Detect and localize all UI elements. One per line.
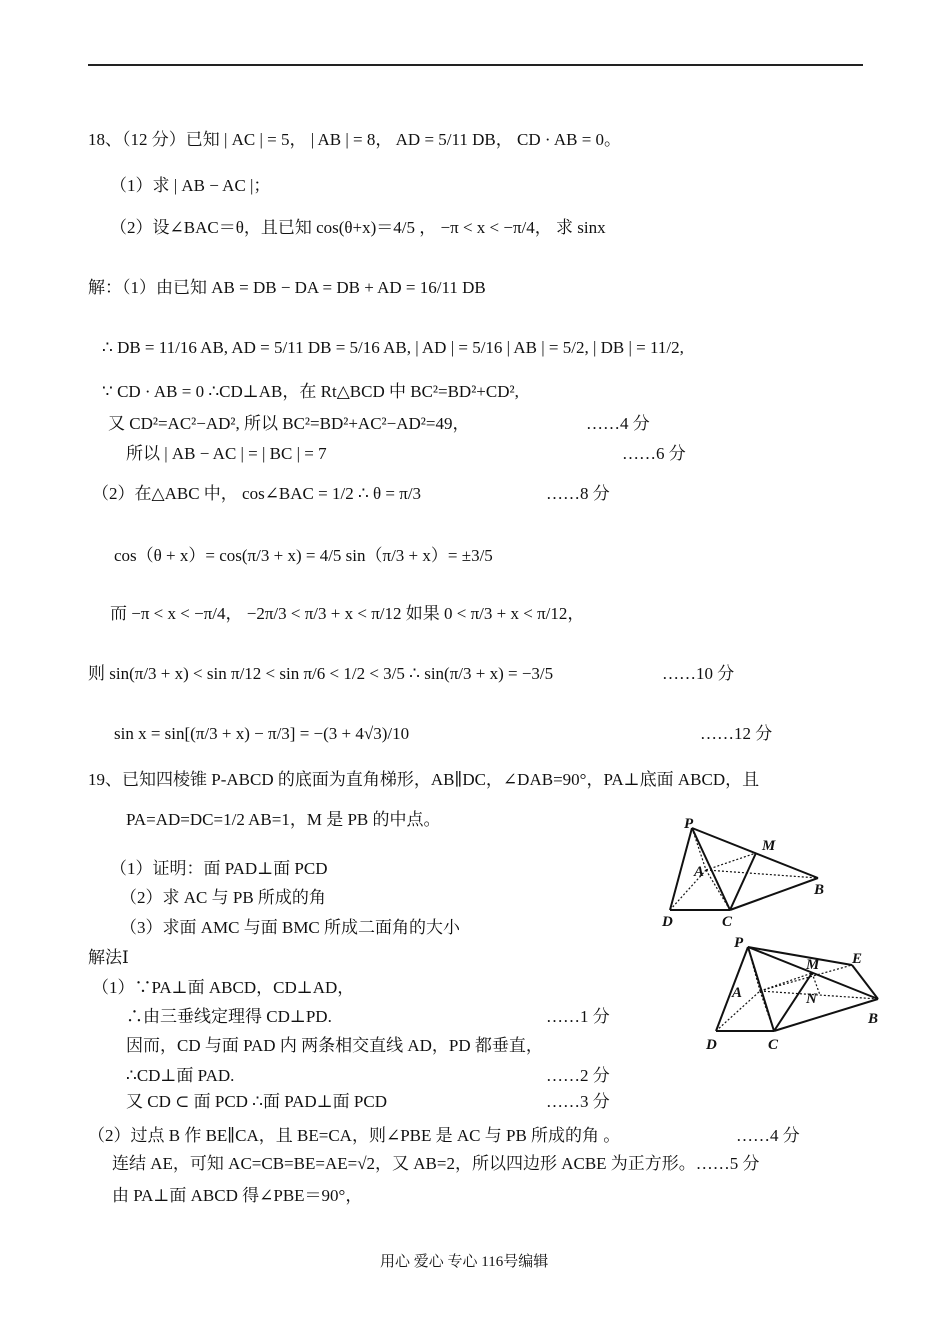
fig1-label-c: C [722,914,733,928]
text-line: 又 CD²=AC²−AD², 所以 BC²=BD²+AC²−AD²=49， [108,414,470,433]
fig1-label-p: P [684,818,694,832]
text-line: cos（θ + x）= cos(π/3 + x) = 4/5 sin（π/3 + x）= ±3/5 [114,546,493,565]
fig2-label-a: A [732,985,743,1001]
text-line: ……12 分 [700,724,773,743]
text-line: ……8 分 [546,484,610,503]
text-line: （2）求 AC 与 PB 所成的角 [120,888,326,907]
fig2-label-e: E [852,951,863,967]
text-line: （2）设∠BAC＝θ，且已知 cos(θ+x)＝4/5 ， −π < x < −π/4， 求 sinx [110,218,606,237]
text-line: 连结 AE，可知 AC=CB=BE=AE=√2，又 AB=2，所以四边形 ACBE 为正方形。……5 分 [112,1154,760,1173]
text-line: （2）在△ABC 中， cos∠BAC = 1/2 ∴ θ = π/3 [92,484,422,503]
fig2-label-m: M [806,957,820,973]
text-line: ……3 分 [546,1092,610,1111]
text-line: PA=AD=DC=1/2 AB=1，M 是 PB 的中点。 [126,810,441,829]
fig1-label-b: B [814,882,825,898]
text-line: 因而，CD 与面 PAD 内 两条相交直线 AD，PD 都垂直， [126,1036,543,1055]
fig2-label-n: N [806,991,817,1007]
fig2-label-d: D [706,1037,717,1053]
fig1-label-d: D [662,914,673,928]
text-line: （3）求面 AMC 与面 BMC 所成二面角的大小 [120,918,461,937]
text-line: 所以 | AB − AC | = | BC | = 7 [126,444,327,463]
fig2-label-b: B [868,1011,879,1027]
text-line: 而 −π < x < −π/4， −2π/3 < π/3 + x < π/12 如果 0 < π/3 + x < π/12， [110,604,585,623]
header-rule [88,64,863,66]
text-line: 由 PA⊥面 ABCD 得∠PBE＝90°， [112,1186,363,1205]
text-line: 19、已知四棱锥 P-ABCD 的底面为直角梯形，AB∥DC，∠DAB=90°，PA⊥底面 ABCD，且 [88,770,760,789]
text-line: sin x = sin[(π/3 + x) − π/3] = −(3 + 4√3)/10 [114,724,410,743]
fig1-label-a: A [694,864,705,880]
pyramid-figure-2 [702,935,892,1055]
text-line: ……4 分 [736,1126,800,1145]
fig2-label-p: P [734,935,744,951]
fig1-label-m: M [762,838,776,854]
text-line: 则 sin(π/3 + x) < sin π/12 < sin π/6 < 1/2 < 3/5 ∴ sin(π/3 + x) = −3/5 [88,664,554,683]
text-line: （1）∵PA⊥面 ABCD，CD⊥AD， [92,978,355,997]
text-line: ……4 分 [586,414,650,433]
text-line: ……1 分 [546,1007,610,1026]
text-line: ∵ CD · AB = 0 ∴CD⊥AB，在 Rt△BCD 中 BC²=BD²+CD², [102,382,519,401]
text-line: ∴由三垂线定理得 CD⊥PD. [126,1007,332,1026]
text-line: ∴CD⊥面 PAD. [126,1066,235,1085]
text-line: （1）证明：面 PAD⊥面 PCD [110,859,328,878]
text-line: 解法Ⅰ [88,948,129,967]
text-line: ……6 分 [622,444,686,463]
text-line: 解：（1）由已知 AB = DB − DA = DB + AD = 16/11 DB [88,278,486,297]
page-footer: 用心 爱心 专心 116号编辑 [380,1254,549,1270]
text-line: 又 CD ⊂ 面 PCD ∴面 PAD⊥面 PCD [126,1092,388,1111]
fig2-label-c: C [768,1037,779,1053]
text-line: ∴ DB = 11/16 AB, AD = 5/11 DB = 5/16 AB, | AD | = 5/16 | AB | = 5/2, | DB | = 11/2, [102,338,684,357]
text-line: （1）求 | AB − AC |； [110,176,271,195]
text-line: （2）过点 B 作 BE∥CA，且 BE=CA，则∠PBE 是 AC 与 PB 所成的角 。 [88,1126,621,1145]
pyramid-figure-1 [658,818,833,928]
text-line: ……2 分 [546,1066,610,1085]
text-line: 18、（12 分）已知 | AC | = 5， | AB | = 8， AD = 5/11 DB， CD · AB = 0。 [88,130,622,149]
text-line: ……10 分 [662,664,735,683]
